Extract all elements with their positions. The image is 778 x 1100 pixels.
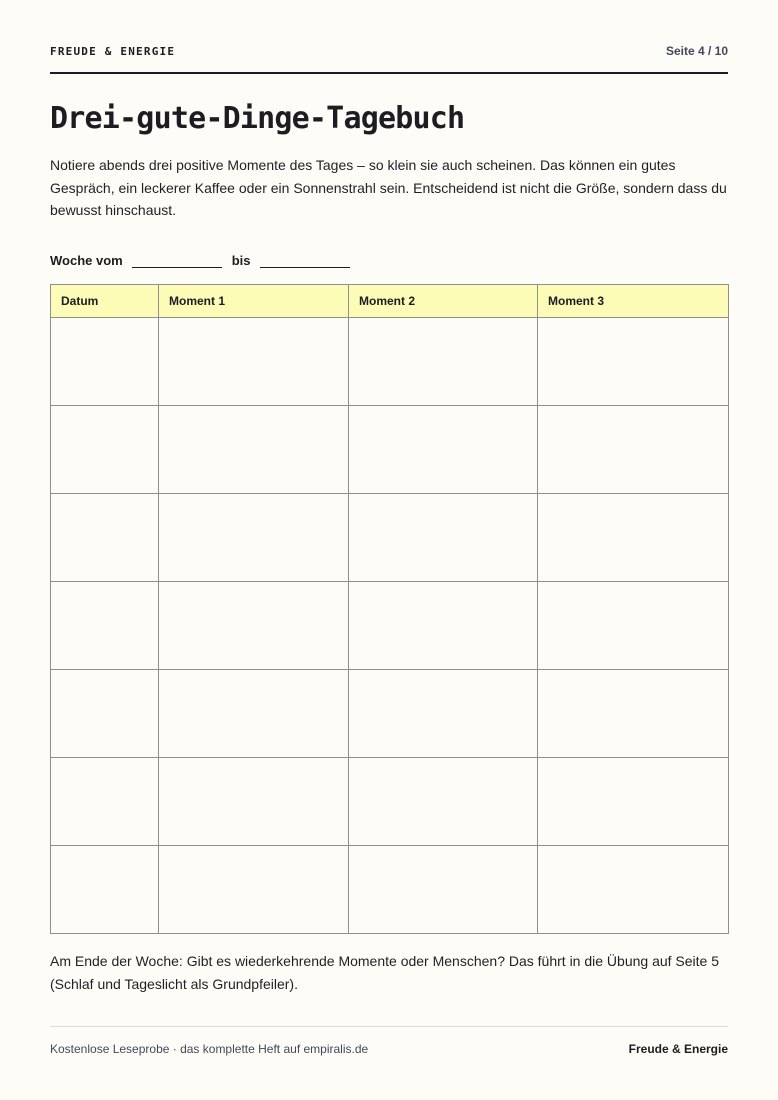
moment-1-cell[interactable]: [159, 318, 349, 406]
page-indicator: Seite 4 / 10: [665, 44, 728, 58]
table-row: [51, 406, 729, 494]
moment-1-cell[interactable]: [159, 846, 349, 934]
moment-3-cell[interactable]: [538, 670, 729, 758]
week-from-field[interactable]: [132, 256, 222, 268]
moment-2-cell[interactable]: [349, 670, 538, 758]
table-header-row: [51, 285, 729, 318]
moment-1-cell[interactable]: [159, 406, 349, 494]
column-header-moment-2: Moment 2: [349, 285, 538, 318]
table-row: [51, 582, 729, 670]
worksheet-page: [50, 0, 728, 1100]
table-row: [51, 494, 729, 582]
moment-3-cell[interactable]: [538, 406, 729, 494]
week-from-label: Woche vom: [50, 253, 123, 268]
column-header-moment-1: Moment 1: [159, 285, 349, 318]
table-row: [51, 758, 729, 846]
moment-1-cell[interactable]: [159, 582, 349, 670]
moment-3-cell[interactable]: [538, 846, 729, 934]
date-cell[interactable]: [51, 670, 159, 758]
week-range: [50, 252, 360, 268]
journal-table: [50, 284, 729, 934]
moment-3-cell[interactable]: [538, 494, 729, 582]
column-header-datum: Datum: [51, 285, 159, 318]
intro-text: Notiere abends drei positive Momente des Tages – so klein sie auch scheinen. Das können ein gutes Gespräch, ein leckerer Kaffee oder ein Sonnenstrahl sein. Entscheidend ist nicht die Größe, sondern dass du bewusst hinschaust.: [50, 157, 727, 218]
table-row: [51, 846, 729, 934]
moment-2-cell[interactable]: [349, 758, 538, 846]
moment-2-cell[interactable]: [349, 582, 538, 670]
week-to-field[interactable]: [260, 256, 350, 268]
table-row: [51, 670, 729, 758]
date-cell[interactable]: [51, 406, 159, 494]
moment-1-cell[interactable]: [159, 670, 349, 758]
date-cell[interactable]: [51, 318, 159, 406]
date-cell[interactable]: [51, 582, 159, 670]
footer-note: Kostenlose Leseprobe · das komplette Heft auf empiralis.de: [50, 1042, 369, 1056]
date-cell[interactable]: [51, 758, 159, 846]
footer-brand: Freude & Energie: [628, 1042, 728, 1056]
moment-3-cell[interactable]: [538, 582, 729, 670]
week-to-label: bis: [231, 253, 251, 268]
page-footer: [50, 1026, 728, 1056]
header-brand: FREUDE & ENERGIE: [50, 45, 176, 58]
moment-2-cell[interactable]: [349, 846, 538, 934]
moment-1-cell[interactable]: [159, 758, 349, 846]
moment-2-cell[interactable]: [349, 318, 538, 406]
table-row: [51, 318, 729, 406]
date-cell[interactable]: [51, 846, 159, 934]
outro-text: Am Ende der Woche: Gibt es wiederkehrende Momente oder Menschen? Das führt in die Übung auf Seite 5 (Schlaf und Tageslicht als Grundpfeiler).: [50, 953, 720, 992]
moment-2-cell[interactable]: [349, 494, 538, 582]
date-cell[interactable]: [51, 494, 159, 582]
moment-1-cell[interactable]: [159, 494, 349, 582]
moment-3-cell[interactable]: [538, 758, 729, 846]
page-header: [50, 44, 728, 74]
moment-3-cell[interactable]: [538, 318, 729, 406]
column-header-moment-3: Moment 3: [538, 285, 729, 318]
moment-2-cell[interactable]: [349, 406, 538, 494]
page-title: Drei-gute-Dinge-Tagebuch: [50, 101, 465, 136]
